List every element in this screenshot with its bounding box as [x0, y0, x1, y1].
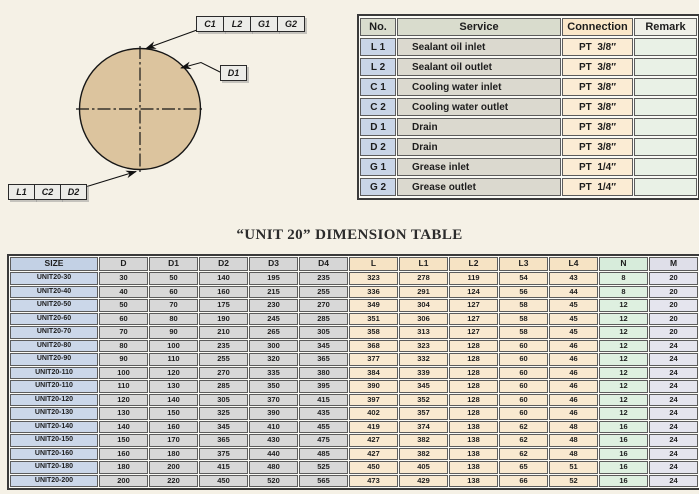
table-cell: 450	[349, 461, 398, 474]
table-cell: 352	[399, 394, 448, 407]
column-header: D3	[249, 257, 298, 271]
table-cell: 300	[249, 340, 298, 353]
table-cell: 60	[499, 407, 548, 420]
table-cell: 58	[499, 299, 548, 312]
table-cell: 390	[249, 407, 298, 420]
diagram-label-d1: D1	[220, 65, 247, 81]
table-cell: 45	[549, 326, 598, 339]
table-cell: PT 3/8″	[562, 98, 633, 116]
table-cell: 20	[649, 286, 698, 299]
table-cell: 128	[449, 340, 498, 353]
table-cell	[634, 58, 697, 76]
table-row	[10, 340, 698, 353]
table-cell: 377	[349, 353, 398, 366]
table-cell: 60	[499, 380, 548, 393]
table-cell: 70	[149, 299, 198, 312]
table-cell: 127	[449, 313, 498, 326]
column-header: L1	[399, 257, 448, 271]
table-cell: 46	[549, 407, 598, 420]
table-cell: 140	[99, 421, 148, 434]
table-cell: 160	[149, 421, 198, 434]
table-cell: 16	[599, 461, 648, 474]
table-cell: 520	[249, 475, 298, 488]
table-cell: 170	[149, 434, 198, 447]
table-cell: Cooling water inlet	[397, 78, 561, 96]
table-cell: 375	[199, 448, 248, 461]
bottom-leader-line	[82, 172, 136, 189]
table-cell: 357	[399, 407, 448, 420]
table-cell: 345	[199, 421, 248, 434]
table-cell: 8	[599, 272, 648, 285]
table-cell: 51	[549, 461, 598, 474]
table-cell: 60	[499, 367, 548, 380]
table-cell: 427	[349, 448, 398, 461]
table-cell: 410	[249, 421, 298, 434]
table-cell: 60	[499, 340, 548, 353]
table-cell: 305	[299, 326, 348, 339]
table-cell: 405	[399, 461, 448, 474]
table-cell: 80	[99, 340, 148, 353]
table-cell: 200	[99, 475, 148, 488]
table-cell: UNIT20-110	[10, 367, 98, 380]
table-cell: 440	[249, 448, 298, 461]
table-row	[360, 98, 697, 116]
table-cell: 374	[399, 421, 448, 434]
table-cell: 390	[349, 380, 398, 393]
table-cell: 8	[599, 286, 648, 299]
diagram-label-d2: D2	[60, 184, 87, 200]
table-cell: 54	[499, 272, 548, 285]
table-cell: 127	[449, 299, 498, 312]
table-cell: 382	[399, 434, 448, 447]
column-header: D2	[199, 257, 248, 271]
table-cell: 140	[199, 272, 248, 285]
table-cell: 325	[199, 407, 248, 420]
table-cell: 24	[649, 394, 698, 407]
column-header: SIZE	[10, 257, 98, 271]
table-cell: PT 3/8″	[562, 58, 633, 76]
table-cell: 291	[399, 286, 448, 299]
table-cell: 235	[299, 272, 348, 285]
table-cell: L 1	[360, 38, 396, 56]
table-cell: 110	[99, 380, 148, 393]
diagram-label-c2: C2	[34, 184, 61, 200]
table-cell: 332	[399, 353, 448, 366]
table-cell: 455	[299, 421, 348, 434]
table-cell: UNIT20-180	[10, 461, 98, 474]
table-cell: 415	[299, 394, 348, 407]
table-cell: 365	[299, 353, 348, 366]
table-cell	[634, 118, 697, 136]
column-header: Service	[397, 18, 561, 36]
table-cell: 60	[149, 286, 198, 299]
table-cell: L 2	[360, 58, 396, 76]
diagram-label-g2: G2	[277, 16, 305, 32]
table-row	[10, 299, 698, 312]
dimension-table	[7, 254, 699, 490]
table-cell: 128	[449, 380, 498, 393]
table-cell: 62	[499, 421, 548, 434]
table-cell: 90	[149, 326, 198, 339]
table-cell: 138	[449, 448, 498, 461]
table-cell: 24	[649, 367, 698, 380]
table-row	[360, 78, 697, 96]
table-cell: 450	[199, 475, 248, 488]
table-cell: 45	[549, 299, 598, 312]
table-cell: D 2	[360, 138, 396, 156]
service-table-header-row	[360, 18, 697, 36]
table-cell: Drain	[397, 138, 561, 156]
table-cell: PT 3/8″	[562, 118, 633, 136]
table-cell: Drain	[397, 118, 561, 136]
table-cell: UNIT20-150	[10, 434, 98, 447]
table-cell: 46	[549, 340, 598, 353]
table-row	[10, 421, 698, 434]
table-cell: 384	[349, 367, 398, 380]
table-cell: 127	[449, 326, 498, 339]
table-cell: D 1	[360, 118, 396, 136]
table-cell: 200	[149, 461, 198, 474]
table-cell: 46	[549, 353, 598, 366]
table-cell: 138	[449, 434, 498, 447]
table-row	[10, 380, 698, 393]
table-cell: 46	[549, 367, 598, 380]
table-cell: 40	[99, 286, 148, 299]
table-cell: UNIT20-140	[10, 421, 98, 434]
table-cell: 255	[199, 353, 248, 366]
column-header: L3	[499, 257, 548, 271]
table-cell: 24	[649, 421, 698, 434]
table-cell: Cooling water outlet	[397, 98, 561, 116]
table-cell: 150	[149, 407, 198, 420]
page-title: “UNIT 20” DIMENSION TABLE	[236, 227, 463, 243]
table-cell: 50	[99, 299, 148, 312]
table-cell: 44	[549, 286, 598, 299]
table-cell: 180	[99, 461, 148, 474]
column-header: L4	[549, 257, 598, 271]
table-cell: 58	[499, 326, 548, 339]
table-cell	[634, 38, 697, 56]
table-cell: 46	[549, 394, 598, 407]
table-cell: C 2	[360, 98, 396, 116]
column-header: No.	[360, 18, 396, 36]
top-connection-labels	[196, 16, 305, 32]
table-cell: UNIT20-160	[10, 448, 98, 461]
table-cell: 50	[149, 272, 198, 285]
table-cell: 120	[99, 394, 148, 407]
table-row	[360, 38, 697, 56]
table-cell: 429	[399, 475, 448, 488]
table-cell: PT 1/4″	[562, 178, 633, 196]
table-cell: 20	[649, 326, 698, 339]
table-cell: 395	[299, 380, 348, 393]
column-header: D	[99, 257, 148, 271]
table-cell: UNIT20-200	[10, 475, 98, 488]
table-cell: 90	[99, 353, 148, 366]
table-cell: 485	[299, 448, 348, 461]
table-cell: 80	[149, 313, 198, 326]
table-cell: UNIT20-130	[10, 407, 98, 420]
table-row	[10, 367, 698, 380]
table-cell: 215	[249, 286, 298, 299]
table-cell: UNIT20-30	[10, 272, 98, 285]
table-cell: 120	[149, 367, 198, 380]
table-cell: 270	[299, 299, 348, 312]
table-cell: 320	[249, 353, 298, 366]
table-cell: 350	[249, 380, 298, 393]
table-cell: PT 3/8″	[562, 38, 633, 56]
table-cell: UNIT20-120	[10, 394, 98, 407]
table-cell: G 2	[360, 178, 396, 196]
table-cell: 305	[199, 394, 248, 407]
table-cell: G 1	[360, 158, 396, 176]
table-cell: 119	[449, 272, 498, 285]
table-row	[10, 475, 698, 488]
table-cell: 138	[449, 421, 498, 434]
table-cell: 175	[199, 299, 248, 312]
table-cell: 138	[449, 461, 498, 474]
table-cell: 370	[249, 394, 298, 407]
table-cell: 339	[399, 367, 448, 380]
table-cell: 368	[349, 340, 398, 353]
table-cell: 128	[449, 407, 498, 420]
table-row	[360, 118, 697, 136]
table-cell: UNIT20-80	[10, 340, 98, 353]
table-cell: 30	[99, 272, 148, 285]
diagram-label-g1: G1	[250, 16, 278, 32]
table-cell: 70	[99, 326, 148, 339]
table-cell	[634, 178, 697, 196]
diagram-label-l2: L2	[223, 16, 251, 32]
table-cell	[634, 158, 697, 176]
table-row	[10, 353, 698, 366]
table-cell: 124	[449, 286, 498, 299]
column-header: M	[649, 257, 698, 271]
table-cell: 195	[249, 272, 298, 285]
table-cell	[634, 138, 697, 156]
table-cell: 24	[649, 380, 698, 393]
table-cell: Grease inlet	[397, 158, 561, 176]
table-cell: 475	[299, 434, 348, 447]
table-cell: 12	[599, 326, 648, 339]
table-cell: 56	[499, 286, 548, 299]
table-row	[360, 158, 697, 176]
table-cell: 278	[399, 272, 448, 285]
table-cell: 16	[599, 448, 648, 461]
table-cell: 427	[349, 434, 398, 447]
table-cell: 235	[199, 340, 248, 353]
table-cell: C 1	[360, 78, 396, 96]
table-cell: 335	[249, 367, 298, 380]
table-cell: PT 1/4″	[562, 158, 633, 176]
table-cell: 12	[599, 380, 648, 393]
table-cell: 60	[99, 313, 148, 326]
table-cell: 12	[599, 407, 648, 420]
table-cell: 24	[649, 434, 698, 447]
table-cell: 24	[649, 340, 698, 353]
table-cell: 100	[149, 340, 198, 353]
table-cell: 380	[299, 367, 348, 380]
table-cell: Sealant oil outlet	[397, 58, 561, 76]
table-cell: 58	[499, 313, 548, 326]
diagram-label-l1: L1	[8, 184, 35, 200]
table-cell: 397	[349, 394, 398, 407]
table-cell: 210	[199, 326, 248, 339]
table-cell: 130	[149, 380, 198, 393]
top-leader-line	[146, 30, 197, 49]
table-cell: 435	[299, 407, 348, 420]
table-cell: 160	[99, 448, 148, 461]
service-table	[357, 14, 699, 200]
table-cell: 358	[349, 326, 398, 339]
dimension-table-header-row	[10, 257, 698, 271]
table-cell: 255	[299, 286, 348, 299]
table-cell: 12	[599, 367, 648, 380]
table-cell: Sealant oil inlet	[397, 38, 561, 56]
table-cell: 12	[599, 299, 648, 312]
table-cell: 150	[99, 434, 148, 447]
table-cell: 12	[599, 340, 648, 353]
table-cell: 43	[549, 272, 598, 285]
table-cell	[634, 98, 697, 116]
shaft-cross-section-diagram	[0, 0, 350, 230]
table-cell: 24	[649, 448, 698, 461]
table-cell: 190	[199, 313, 248, 326]
table-cell: Grease outlet	[397, 178, 561, 196]
table-cell: 12	[599, 313, 648, 326]
table-cell: 351	[349, 313, 398, 326]
table-cell: 128	[449, 394, 498, 407]
table-cell: 306	[399, 313, 448, 326]
table-cell: 65	[499, 461, 548, 474]
table-cell: 45	[549, 313, 598, 326]
table-cell: 430	[249, 434, 298, 447]
table-cell: 100	[99, 367, 148, 380]
table-cell: 419	[349, 421, 398, 434]
table-cell: 24	[649, 461, 698, 474]
table-cell: 304	[399, 299, 448, 312]
table-cell: UNIT20-110	[10, 380, 98, 393]
table-cell: 160	[199, 286, 248, 299]
diagram-label-c1: C1	[196, 16, 224, 32]
table-cell: 336	[349, 286, 398, 299]
table-cell: 230	[249, 299, 298, 312]
table-cell: 365	[199, 434, 248, 447]
table-cell: 16	[599, 434, 648, 447]
table-cell: 525	[299, 461, 348, 474]
table-cell: 48	[549, 421, 598, 434]
column-header: L	[349, 257, 398, 271]
table-row	[10, 394, 698, 407]
column-header: D4	[299, 257, 348, 271]
table-cell: 46	[549, 380, 598, 393]
table-cell: 313	[399, 326, 448, 339]
table-cell: UNIT20-60	[10, 313, 98, 326]
table-cell: 62	[499, 448, 548, 461]
table-row	[360, 178, 697, 196]
table-cell: 12	[599, 353, 648, 366]
table-cell: 24	[649, 407, 698, 420]
table-cell: 130	[99, 407, 148, 420]
table-row	[360, 58, 697, 76]
table-cell: 415	[199, 461, 248, 474]
table-cell: 110	[149, 353, 198, 366]
table-cell: 480	[249, 461, 298, 474]
table-cell: UNIT20-40	[10, 286, 98, 299]
table-cell: 60	[499, 353, 548, 366]
table-cell: 382	[399, 448, 448, 461]
table-cell: UNIT20-50	[10, 299, 98, 312]
table-row	[10, 461, 698, 474]
table-cell: 270	[199, 367, 248, 380]
table-cell: 323	[399, 340, 448, 353]
table-cell	[634, 78, 697, 96]
table-row	[10, 272, 698, 285]
column-header: N	[599, 257, 648, 271]
table-cell: 20	[649, 272, 698, 285]
table-cell: 52	[549, 475, 598, 488]
table-cell: 180	[149, 448, 198, 461]
table-cell: UNIT20-70	[10, 326, 98, 339]
table-cell: 12	[599, 394, 648, 407]
table-cell: 265	[249, 326, 298, 339]
column-header: L2	[449, 257, 498, 271]
table-cell: 345	[299, 340, 348, 353]
table-row	[10, 434, 698, 447]
table-cell: 565	[299, 475, 348, 488]
table-cell: 345	[399, 380, 448, 393]
table-cell: 402	[349, 407, 398, 420]
table-cell: 140	[149, 394, 198, 407]
table-row	[10, 313, 698, 326]
table-cell: 66	[499, 475, 548, 488]
table-row	[10, 407, 698, 420]
table-row	[10, 326, 698, 339]
column-header: Connection	[562, 18, 633, 36]
table-cell: 473	[349, 475, 398, 488]
column-header: Remark	[634, 18, 697, 36]
table-cell: 60	[499, 394, 548, 407]
table-cell: 48	[549, 448, 598, 461]
table-cell: 20	[649, 299, 698, 312]
table-cell: PT 3/8″	[562, 78, 633, 96]
table-cell: 349	[349, 299, 398, 312]
table-cell: 24	[649, 353, 698, 366]
table-cell: UNIT20-90	[10, 353, 98, 366]
table-cell: 285	[199, 380, 248, 393]
table-cell: 285	[299, 313, 348, 326]
column-header: D1	[149, 257, 198, 271]
table-cell: 62	[499, 434, 548, 447]
table-row	[10, 448, 698, 461]
table-cell: 20	[649, 313, 698, 326]
table-cell: 128	[449, 367, 498, 380]
table-cell: 138	[449, 475, 498, 488]
table-row	[10, 286, 698, 299]
table-cell: 128	[449, 353, 498, 366]
table-cell: 48	[549, 434, 598, 447]
table-cell: PT 3/8″	[562, 138, 633, 156]
table-cell: 16	[599, 421, 648, 434]
table-cell: 24	[649, 475, 698, 488]
table-row	[360, 138, 697, 156]
table-cell: 323	[349, 272, 398, 285]
table-cell: 220	[149, 475, 198, 488]
table-cell: 16	[599, 475, 648, 488]
table-cell: 245	[249, 313, 298, 326]
bottom-connection-labels	[8, 184, 87, 200]
